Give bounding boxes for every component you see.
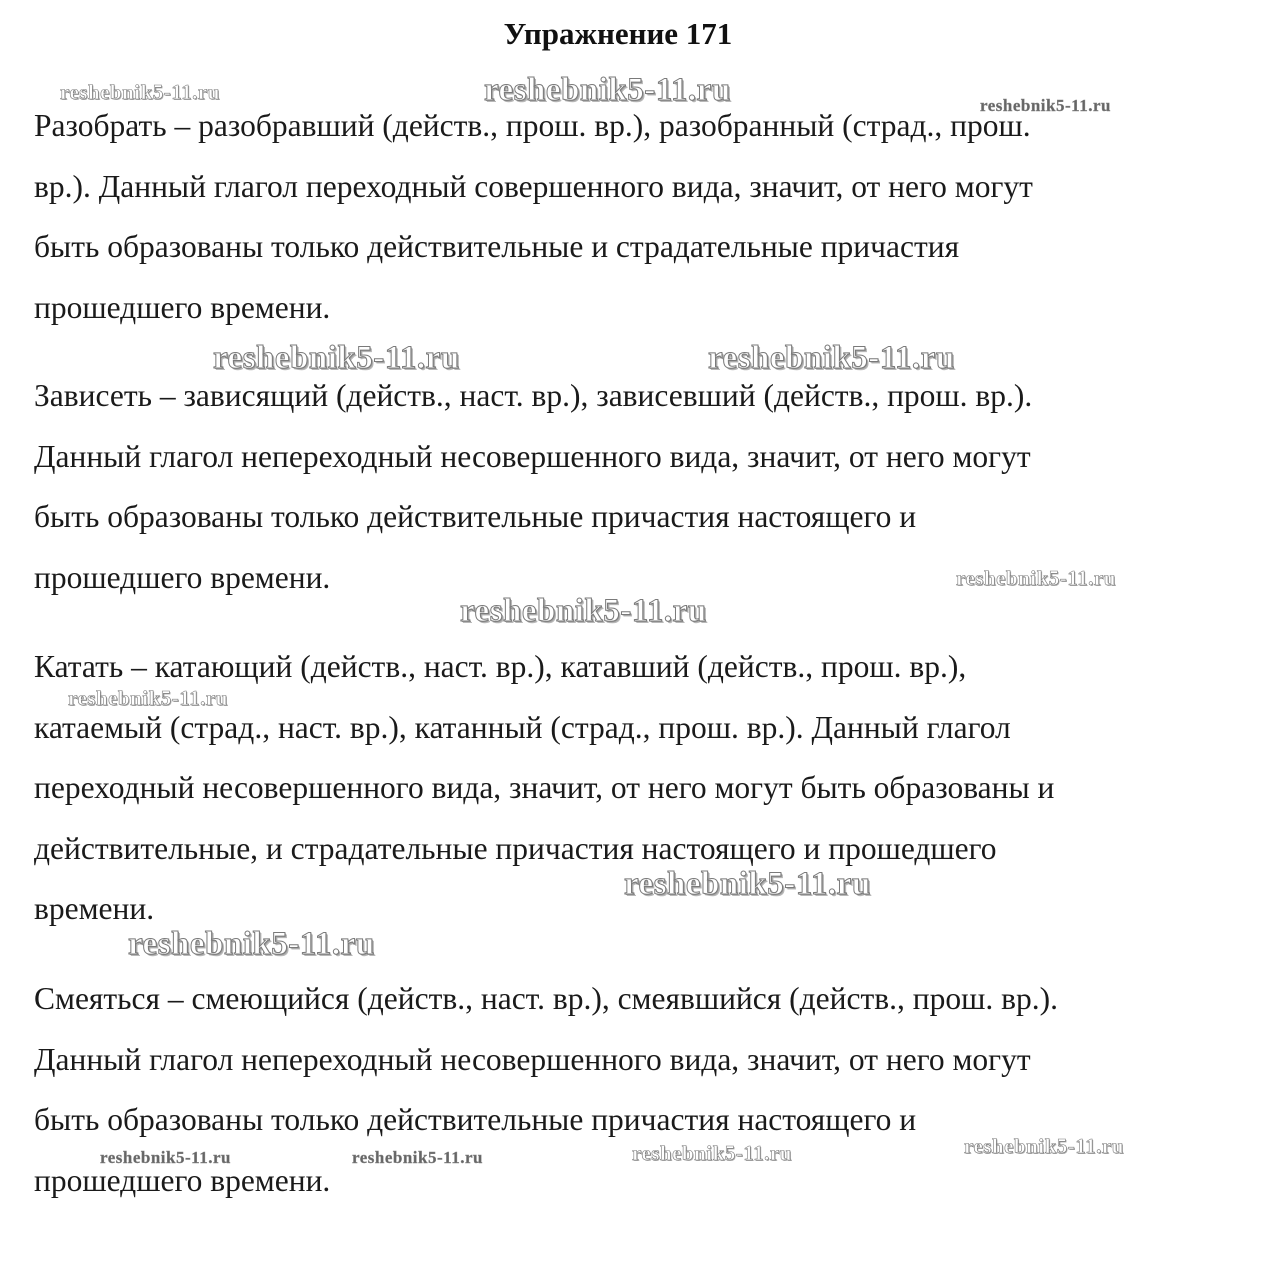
text-line: прошедшего времени. [34,559,331,595]
text-line: быть образованы только действительные причастия настоящего и [34,499,917,534]
watermark: reshebnik5-11.ru [213,340,460,376]
watermark: reshebnik5-11.ru [460,593,707,629]
text-line: Данный глагол непереходный несовершенного вида, значит, от него могут [34,1041,1031,1077]
answer-paragraph [34,637,1214,940]
watermark: reshebnik5-11.ru [100,1148,231,1167]
text-line: Разобрать – разобравший (действ., прош. вр.), разобранный (страд., прош. [34,108,1031,143]
watermark: reshebnik5-11.ru [352,1148,483,1167]
text-line: Зависеть – зависящий (действ., наст. вр.), зависевший (действ., прош. вр.). [34,378,1033,413]
answer-paragraph [34,969,1214,1211]
text-line: Смеяться – смеющийся (действ., наст. вр.), смеявшийся (действ., прош. вр.). [34,981,1058,1016]
watermark: reshebnik5-11.ru [708,340,955,376]
text-line: прошедшего времени. [34,1162,331,1198]
text-line: катаемый (страд., наст. вр.), катанный (страд., прош. вр.). Данный глагол [34,709,1011,745]
answer-paragraph [34,96,1214,338]
page-title: Упражнение 171 [503,16,733,51]
text-line: переходный несовершенного вида, значит, от него могут быть образованы и [34,770,1055,805]
watermark: reshebnik5-11.ru [956,566,1116,590]
watermark: reshebnik5-11.ru [68,686,228,710]
watermark: reshebnik5-11.ru [964,1134,1124,1158]
text-line: Катать – катающий (действ., наст. вр.), катавший (действ., прош. вр.), [34,649,967,684]
text-line: быть образованы только действительные и страдательные причастия [34,229,960,264]
watermark: reshebnik5-11.ru [60,80,220,104]
text-line: времени. [34,891,155,926]
watermark: reshebnik5-11.ru [980,96,1111,115]
text-line: вр.). Данный глагол переходный совершенного вида, значит, от него могут [34,168,1033,204]
text-line: быть образованы только действительные причастия настоящего и [34,1102,917,1137]
text-line: прошедшего времени. [34,289,331,325]
text-line: действительные, и страдательные причастия настоящего и прошедшего [34,830,997,866]
watermark: reshebnik5-11.ru [484,72,731,108]
text-line: Данный глагол непереходный несовершенного вида, значит, от него могут [34,438,1031,474]
watermark: reshebnik5-11.ru [624,866,871,902]
watermark: reshebnik5-11.ru [128,926,375,962]
watermark: reshebnik5-11.ru [632,1141,792,1165]
answer-paragraph [34,366,1214,608]
